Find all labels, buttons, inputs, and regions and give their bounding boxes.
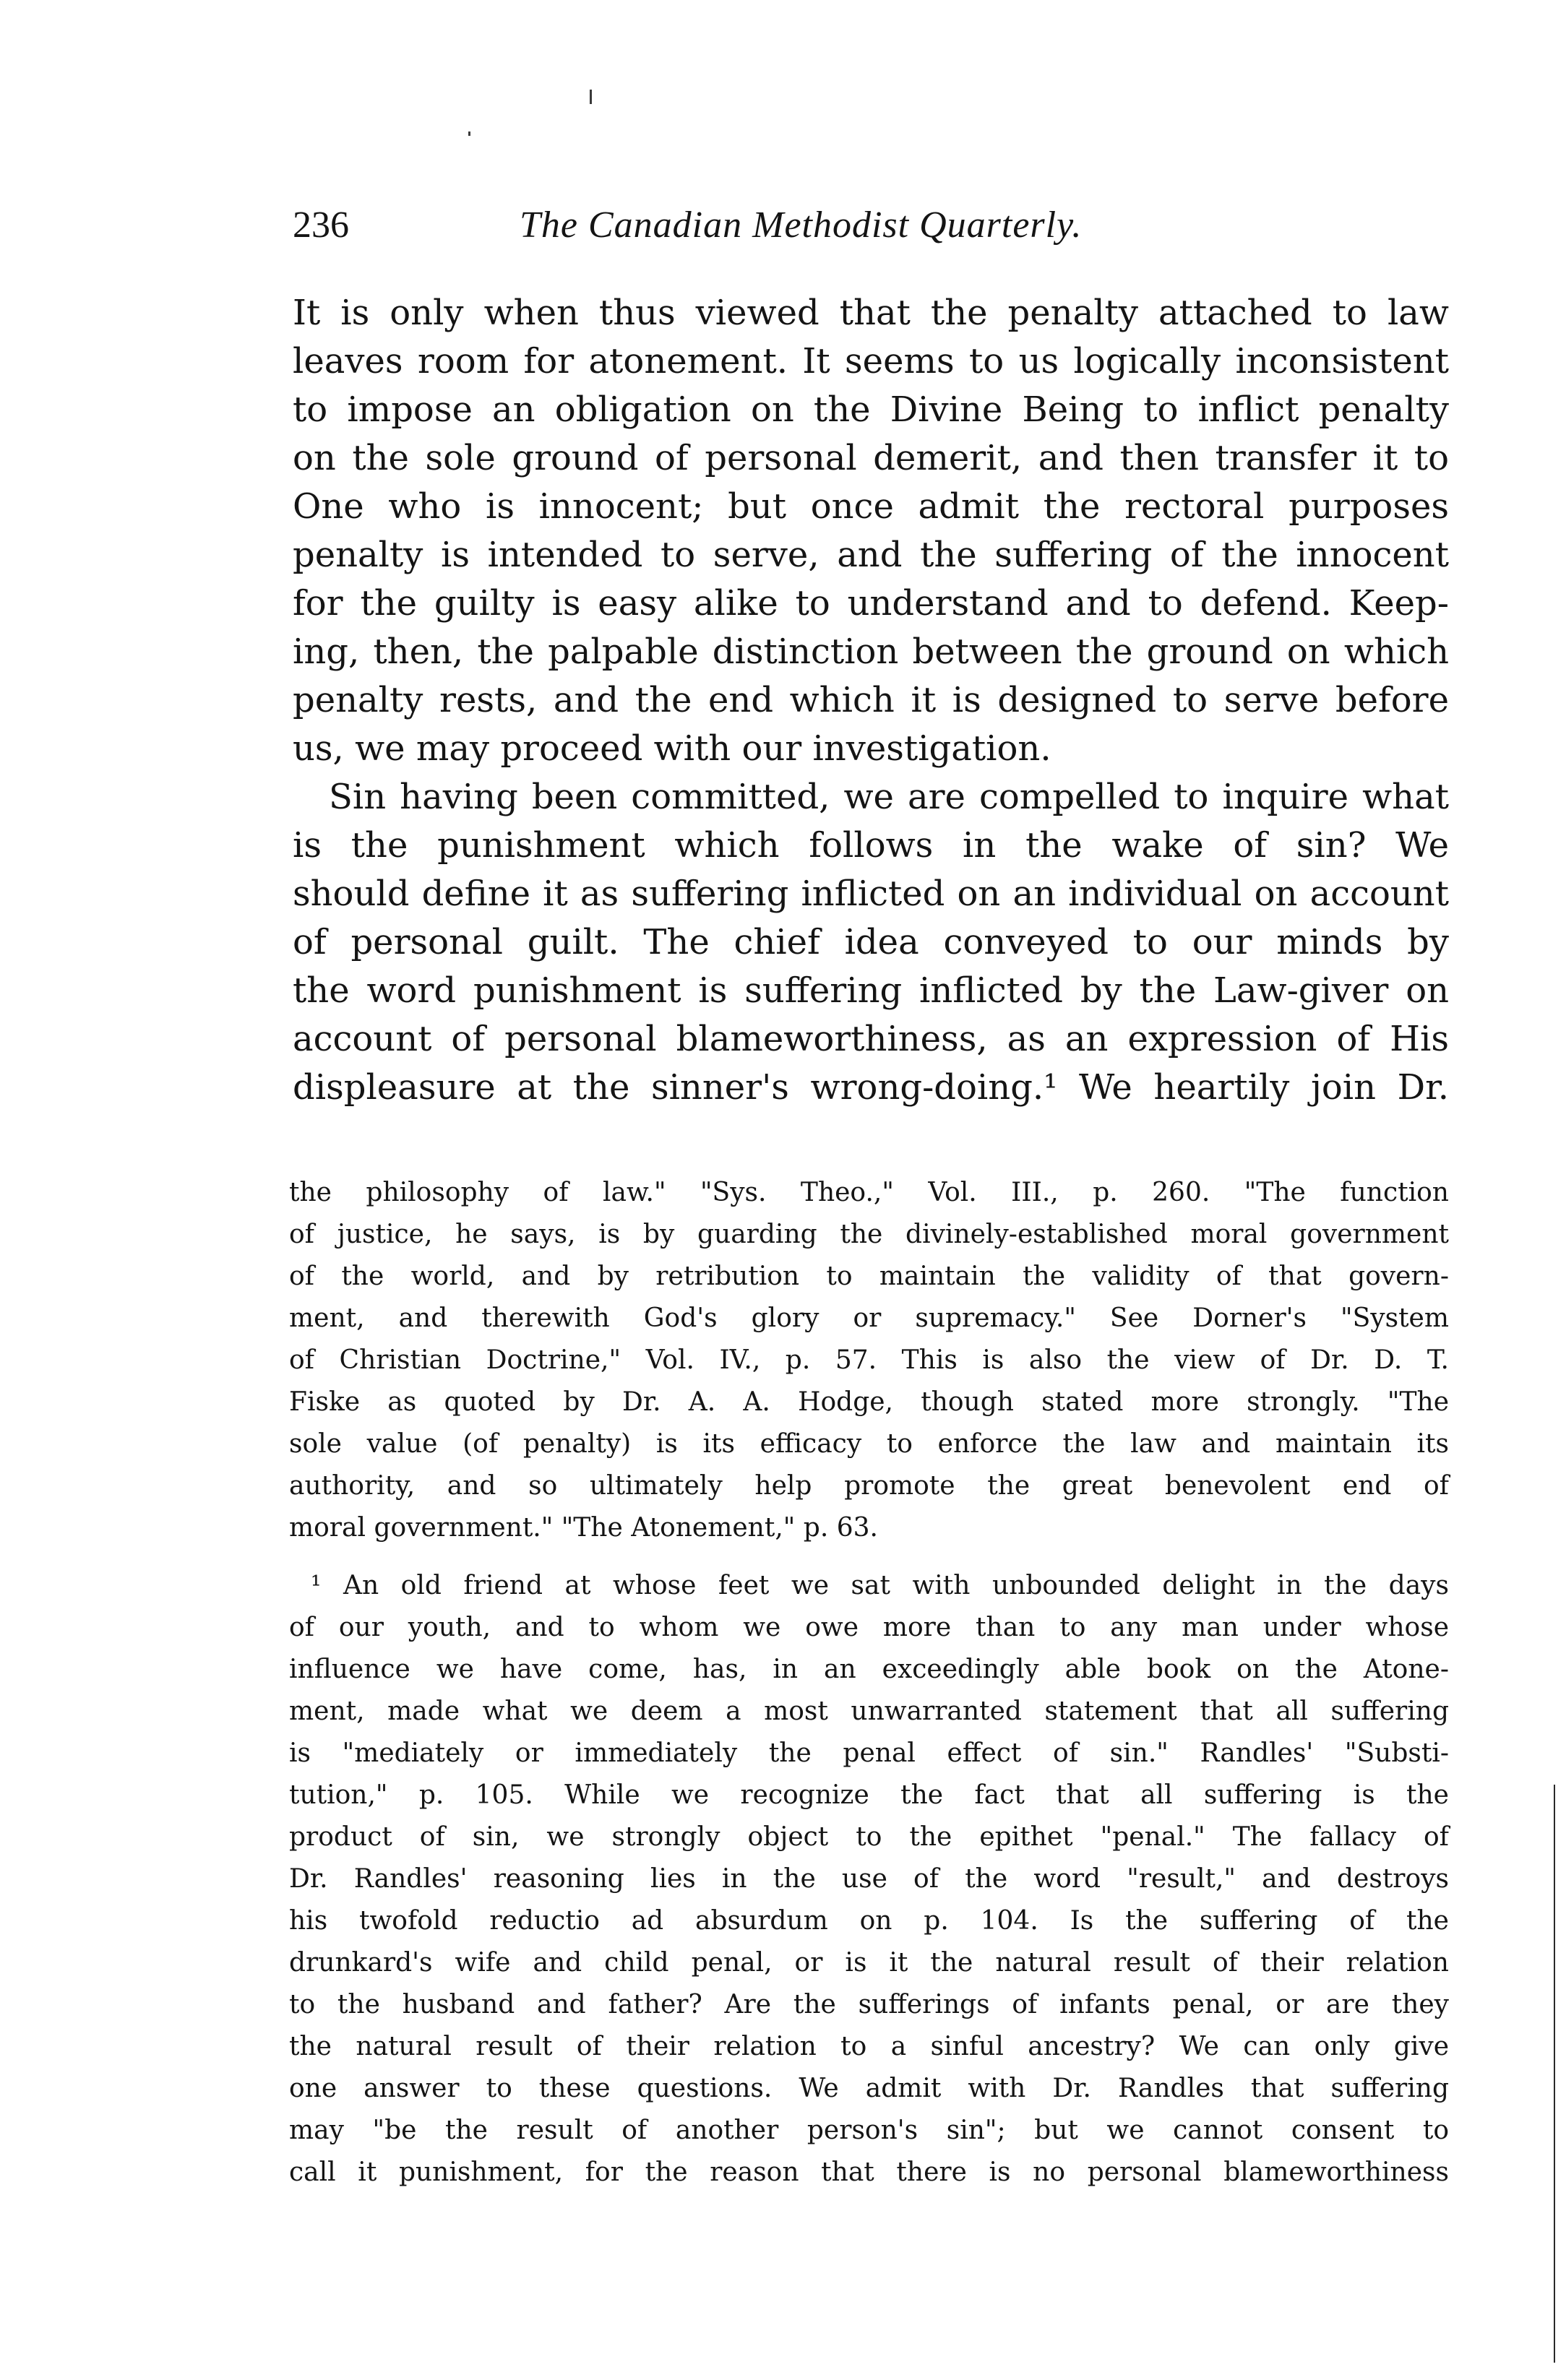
- footnote-line: the natural result of their relation to a sinful ancestry? We can only give: [289, 2032, 1449, 2061]
- footnote-line: moral government." "The Atonement," p. 63.: [289, 1513, 878, 1543]
- footnote-line: ment, and therewith God's glory or supremacy." See Dorner's "System: [289, 1303, 1449, 1333]
- footnote-line: call it punishment, for the reason that there is no personal blameworthiness: [289, 2157, 1449, 2187]
- footnote-line: sole value (of penalty) is its efficacy to enforce the law and maintain its: [289, 1429, 1449, 1459]
- footnote-line: ¹ An old friend at whose feet we sat with unbounded delight in the days: [311, 1571, 1449, 1600]
- footnote-line: Dr. Randles' reasoning lies in the use of the word "result," and destroys: [289, 1864, 1449, 1894]
- text-line: account of personal blameworthiness, as an expression of His: [293, 1019, 1449, 1059]
- scan-edge-line: [1554, 1785, 1555, 2363]
- text-line: should define it as suffering inflicted on an individual on account: [293, 874, 1449, 914]
- text-line: to impose an obligation on the Divine Being to inflict penalty: [293, 389, 1449, 430]
- text-line: us, we may proceed with our investigation.: [293, 728, 1051, 769]
- page-number: 236: [293, 204, 349, 246]
- text-line: on the sole ground of personal demerit, and then transfer it to: [293, 438, 1449, 478]
- page-header: [293, 204, 1449, 254]
- footnote-line: drunkard's wife and child penal, or is it the natural result of their relation: [289, 1948, 1449, 1978]
- footnote-line: of justice, he says, is by guarding the divinely-established moral government: [289, 1220, 1449, 1249]
- running-title: The Canadian Methodist Quarterly.: [520, 204, 1083, 246]
- text-line: penalty rests, and the end which it is designed to serve before: [293, 680, 1449, 720]
- text-line: ing, then, the palpable distinction between the ground on which: [293, 631, 1449, 672]
- footnote-gap: [289, 1549, 1449, 1565]
- footnote-continued: [289, 1172, 1449, 1549]
- scan-speck: [468, 131, 470, 136]
- footnote-line: of the world, and by retribution to maintain the validity of that govern-: [289, 1262, 1449, 1291]
- footnote-line: of Christian Doctrine," Vol. IV., p. 57. This is also the view of Dr. D. T.: [289, 1345, 1449, 1375]
- footnotes: [289, 1172, 1449, 2194]
- scan-speck: [590, 90, 592, 104]
- footnote-line: product of sin, we strongly object to the epithet "penal." The fallacy of: [289, 1822, 1449, 1852]
- footnote-line: to the husband and father? Are the sufferings of infants penal, or are they: [289, 1990, 1449, 2019]
- footnote-line: ment, made what we deem a most unwarranted statement that all suffering: [289, 1696, 1449, 1726]
- footnote-line: of our youth, and to whom we owe more than to any man under whose: [289, 1613, 1449, 1642]
- text-line: the word punishment is suffering inflicted by the Law-giver on: [293, 970, 1449, 1011]
- main-text: [293, 289, 1449, 1112]
- footnote-line: is "mediately or immediately the penal effect of sin." Randles' "Substi-: [289, 1738, 1449, 1768]
- text-line: for the guilty is easy alike to understand and to defend. Keep-: [293, 583, 1449, 624]
- footnote-line: Fiske as quoted by Dr. A. A. Hodge, though stated more strongly. "The: [289, 1387, 1449, 1417]
- footnote-line: influence we have come, has, in an exceedingly able book on the Atone-: [289, 1655, 1449, 1684]
- footnote-line: one answer to these questions. We admit with Dr. Randles that suffering: [289, 2074, 1449, 2103]
- text-line: of personal guilt. The chief idea conveyed to our minds by: [293, 922, 1449, 962]
- text-line: penalty is intended to serve, and the suffering of the innocent: [293, 535, 1449, 575]
- footnote-1: [289, 1565, 1449, 2194]
- footnote-line: tution," p. 105. While we recognize the fact that all suffering is the: [289, 1780, 1449, 1810]
- text-line: is the punishment which follows in the wake of sin? We: [293, 825, 1449, 866]
- footnote-line: his twofold reductio ad absurdum on p. 104. Is the suffering of the: [289, 1906, 1449, 1936]
- text-line: displeasure at the sinner's wrong-doing.¹ We heartily join Dr.: [293, 1067, 1449, 1108]
- text-line: Sin having been committed, we are compelled to inquire what: [329, 777, 1449, 817]
- footnote-line: the philosophy of law." "Sys. Theo.," Vol. III., p. 260. "The function: [289, 1178, 1449, 1207]
- footnote-line: may "be the result of another person's sin"; but we cannot consent to: [289, 2116, 1449, 2145]
- text-line: One who is innocent; but once admit the rectoral purposes: [293, 486, 1449, 527]
- footnote-line: authority, and so ultimately help promote the great benevolent end of: [289, 1471, 1449, 1501]
- text-line: It is only when thus viewed that the penalty attached to law: [293, 293, 1449, 333]
- text-line: leaves room for atonement. It seems to us logically inconsistent: [293, 341, 1449, 381]
